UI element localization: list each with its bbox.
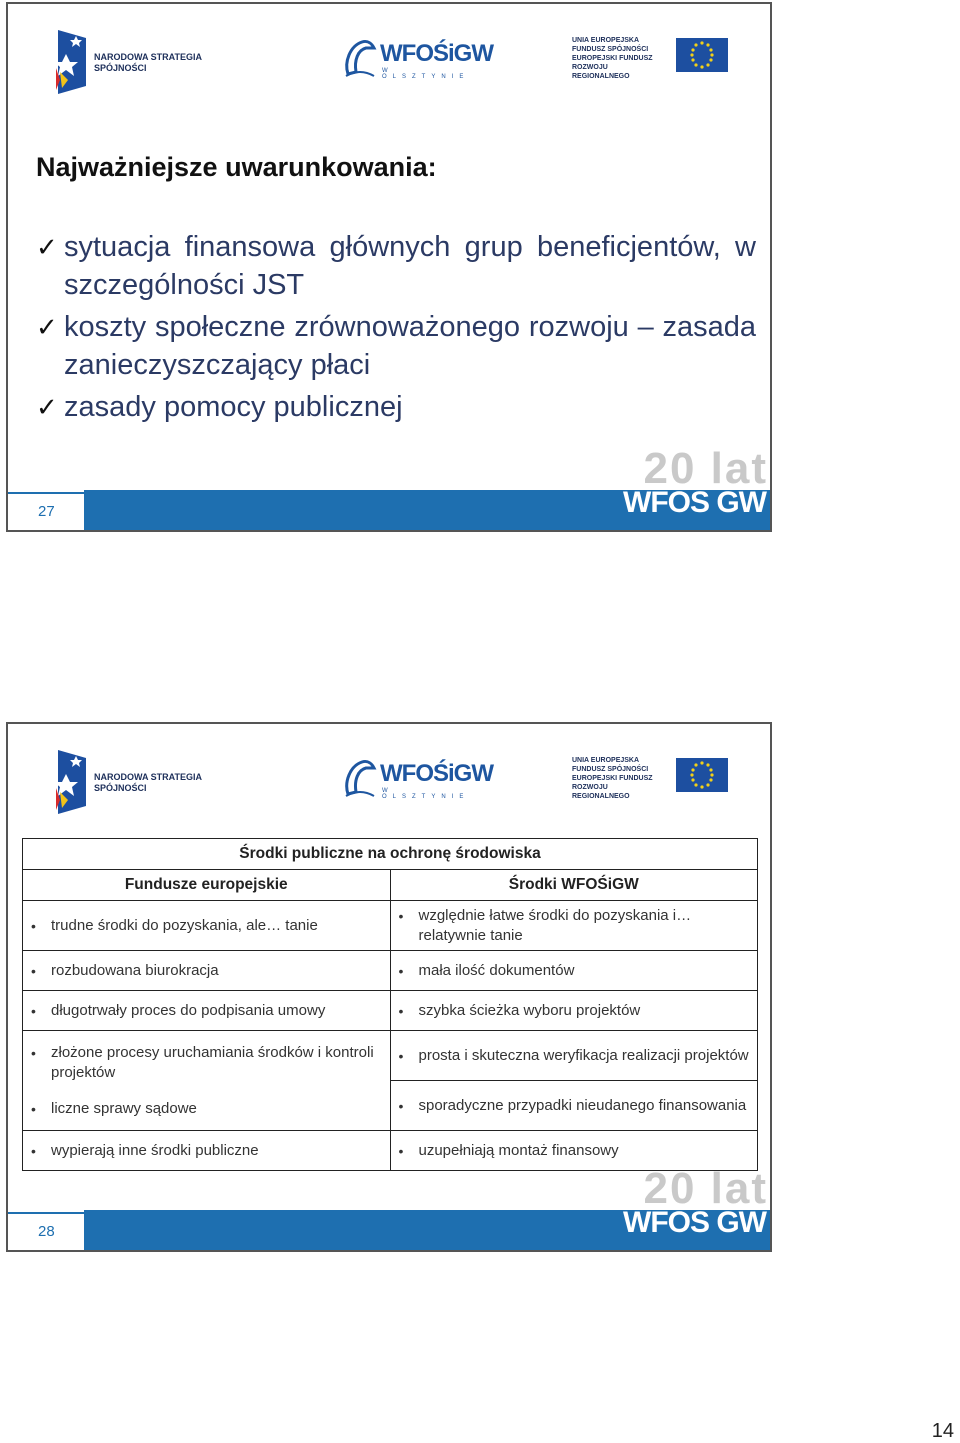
ue-line: ROZWOJU REGIONALNEGO	[572, 64, 630, 80]
table-cell	[390, 1031, 758, 1081]
nsp-emblem-icon	[52, 750, 92, 814]
table-cell	[23, 1131, 391, 1171]
logo-row	[8, 16, 770, 106]
nsp-logo-text: NARODOWA STRATEGIA SPÓJNOŚCI	[94, 52, 202, 73]
checklist-item-text: zasady pomocy publicznej	[64, 391, 403, 423]
anniversary-badge	[608, 446, 768, 530]
wfosigw-logo-subtext: W OLSZTYNIE	[382, 788, 470, 800]
ue-line: FUNDUSZ SPÓJNOŚCI	[572, 766, 649, 773]
bullet-item: • rozbudowana biurokracja	[29, 961, 384, 981]
table-header-row	[23, 870, 758, 901]
table-row	[23, 901, 758, 951]
ue-line: EUROPEJSKI FUNDUSZ	[572, 55, 653, 62]
bullet-item: • trudne środki do pozyskania, ale… tanie	[29, 916, 384, 936]
table-title: Środki publiczne na ochronę środowiska	[23, 839, 758, 870]
table-row	[23, 951, 758, 991]
eu-flag-icon	[676, 758, 728, 792]
checkmark-icon: ✓	[36, 232, 58, 262]
bullet-item: • wypierają inne środki publiczne	[29, 1141, 384, 1161]
anniversary-badge	[608, 1166, 768, 1250]
nsp-emblem-icon	[52, 30, 92, 94]
table-cell	[390, 1081, 758, 1131]
slide-number: 27	[38, 503, 55, 520]
table-cell	[390, 901, 758, 951]
slide-28	[6, 722, 772, 1252]
bullet-item: • prosta i skuteczna weryfikacja realizacji projektów	[397, 1046, 752, 1066]
badge-years: 20 lat	[643, 1164, 768, 1213]
eu-flag-icon	[676, 38, 728, 72]
ue-logo-text	[572, 36, 667, 81]
wfosigw-logo-text: WFOŚiGW	[380, 760, 493, 787]
wfosigw-logo-text: WFOŚiGW	[380, 40, 493, 67]
bullet-item: • długotrwały proces do podpisania umowy	[29, 1001, 384, 1021]
ue-logo-text	[572, 756, 667, 801]
ue-line: EUROPEJSKI FUNDUSZ	[572, 775, 653, 782]
page-number: 14	[931, 1420, 954, 1442]
ue-line: FUNDUSZ SPÓJNOŚCI	[572, 46, 649, 53]
logo-row	[8, 736, 770, 826]
bullet-item: • uzupełniają montaż finansowy	[397, 1141, 752, 1161]
checklist-item-text: sytuacja finansowa głównych grup beneficjentów, w szczególności JST	[64, 231, 756, 301]
bullet-item: • sporadyczne przypadki nieudanego finansowania	[397, 1096, 752, 1116]
slide-27	[6, 2, 772, 532]
stork-icon	[342, 34, 378, 80]
table-cell	[390, 991, 758, 1031]
badge-brand: WFOŚ GW	[623, 486, 766, 519]
nsp-logo	[52, 30, 202, 94]
table-cell	[23, 1031, 391, 1131]
nsp-logo-text: NARODOWA STRATEGIA SPÓJNOŚCI	[94, 772, 202, 793]
wfosigw-logo	[342, 754, 493, 814]
badge-years: 20 lat	[643, 444, 768, 493]
comparison-table	[22, 838, 758, 1171]
slide-number: 28	[38, 1223, 55, 1240]
table-row	[23, 1031, 758, 1081]
col-header-right: Środki WFOŚiGW	[390, 870, 758, 901]
checkmark-icon: ✓	[36, 312, 58, 342]
table-cell	[23, 901, 391, 951]
table-cell	[390, 951, 758, 991]
checkmark-icon: ✓	[36, 392, 58, 422]
stork-icon	[342, 754, 378, 800]
ue-line: UNIA EUROPEJSKA	[572, 757, 640, 764]
bullet-item: • liczne sprawy sądowe	[29, 1099, 384, 1119]
bullet-item: • mała ilość dokumentów	[397, 961, 752, 981]
ue-line: UNIA EUROPEJSKA	[572, 37, 640, 44]
wfosigw-logo	[342, 34, 493, 94]
bullet-item: • szybka ścieżka wyboru projektów	[397, 1001, 752, 1021]
ue-line: ROZWOJU REGIONALNEGO	[572, 784, 630, 800]
checklist-item	[36, 228, 756, 304]
ue-logo	[572, 756, 732, 816]
table-title-row	[23, 839, 758, 870]
bullet-item: • złożone procesy uruchamiania środków i kontroli projektów	[29, 1043, 384, 1083]
col-header-left: Fundusze europejskie	[23, 870, 391, 901]
nsp-logo	[52, 750, 202, 814]
checklist-item	[36, 308, 756, 384]
table-row	[23, 991, 758, 1031]
ue-logo	[572, 36, 732, 96]
checklist-item-text: koszty społeczne zrównoważonego rozwoju – zasada zanieczyszczający płaci	[64, 311, 756, 381]
checklist-item	[36, 388, 756, 426]
checklist	[36, 228, 756, 430]
badge-brand: WFOŚ GW	[623, 1206, 766, 1239]
table-cell	[23, 991, 391, 1031]
bullet-item: • względnie łatwe środki do pozyskania i… relatywnie tanie	[397, 906, 752, 946]
wfosigw-logo-subtext: W OLSZTYNIE	[382, 68, 470, 80]
table-cell	[23, 951, 391, 991]
slide-title: Najważniejsze uwarunkowania:	[36, 152, 437, 182]
